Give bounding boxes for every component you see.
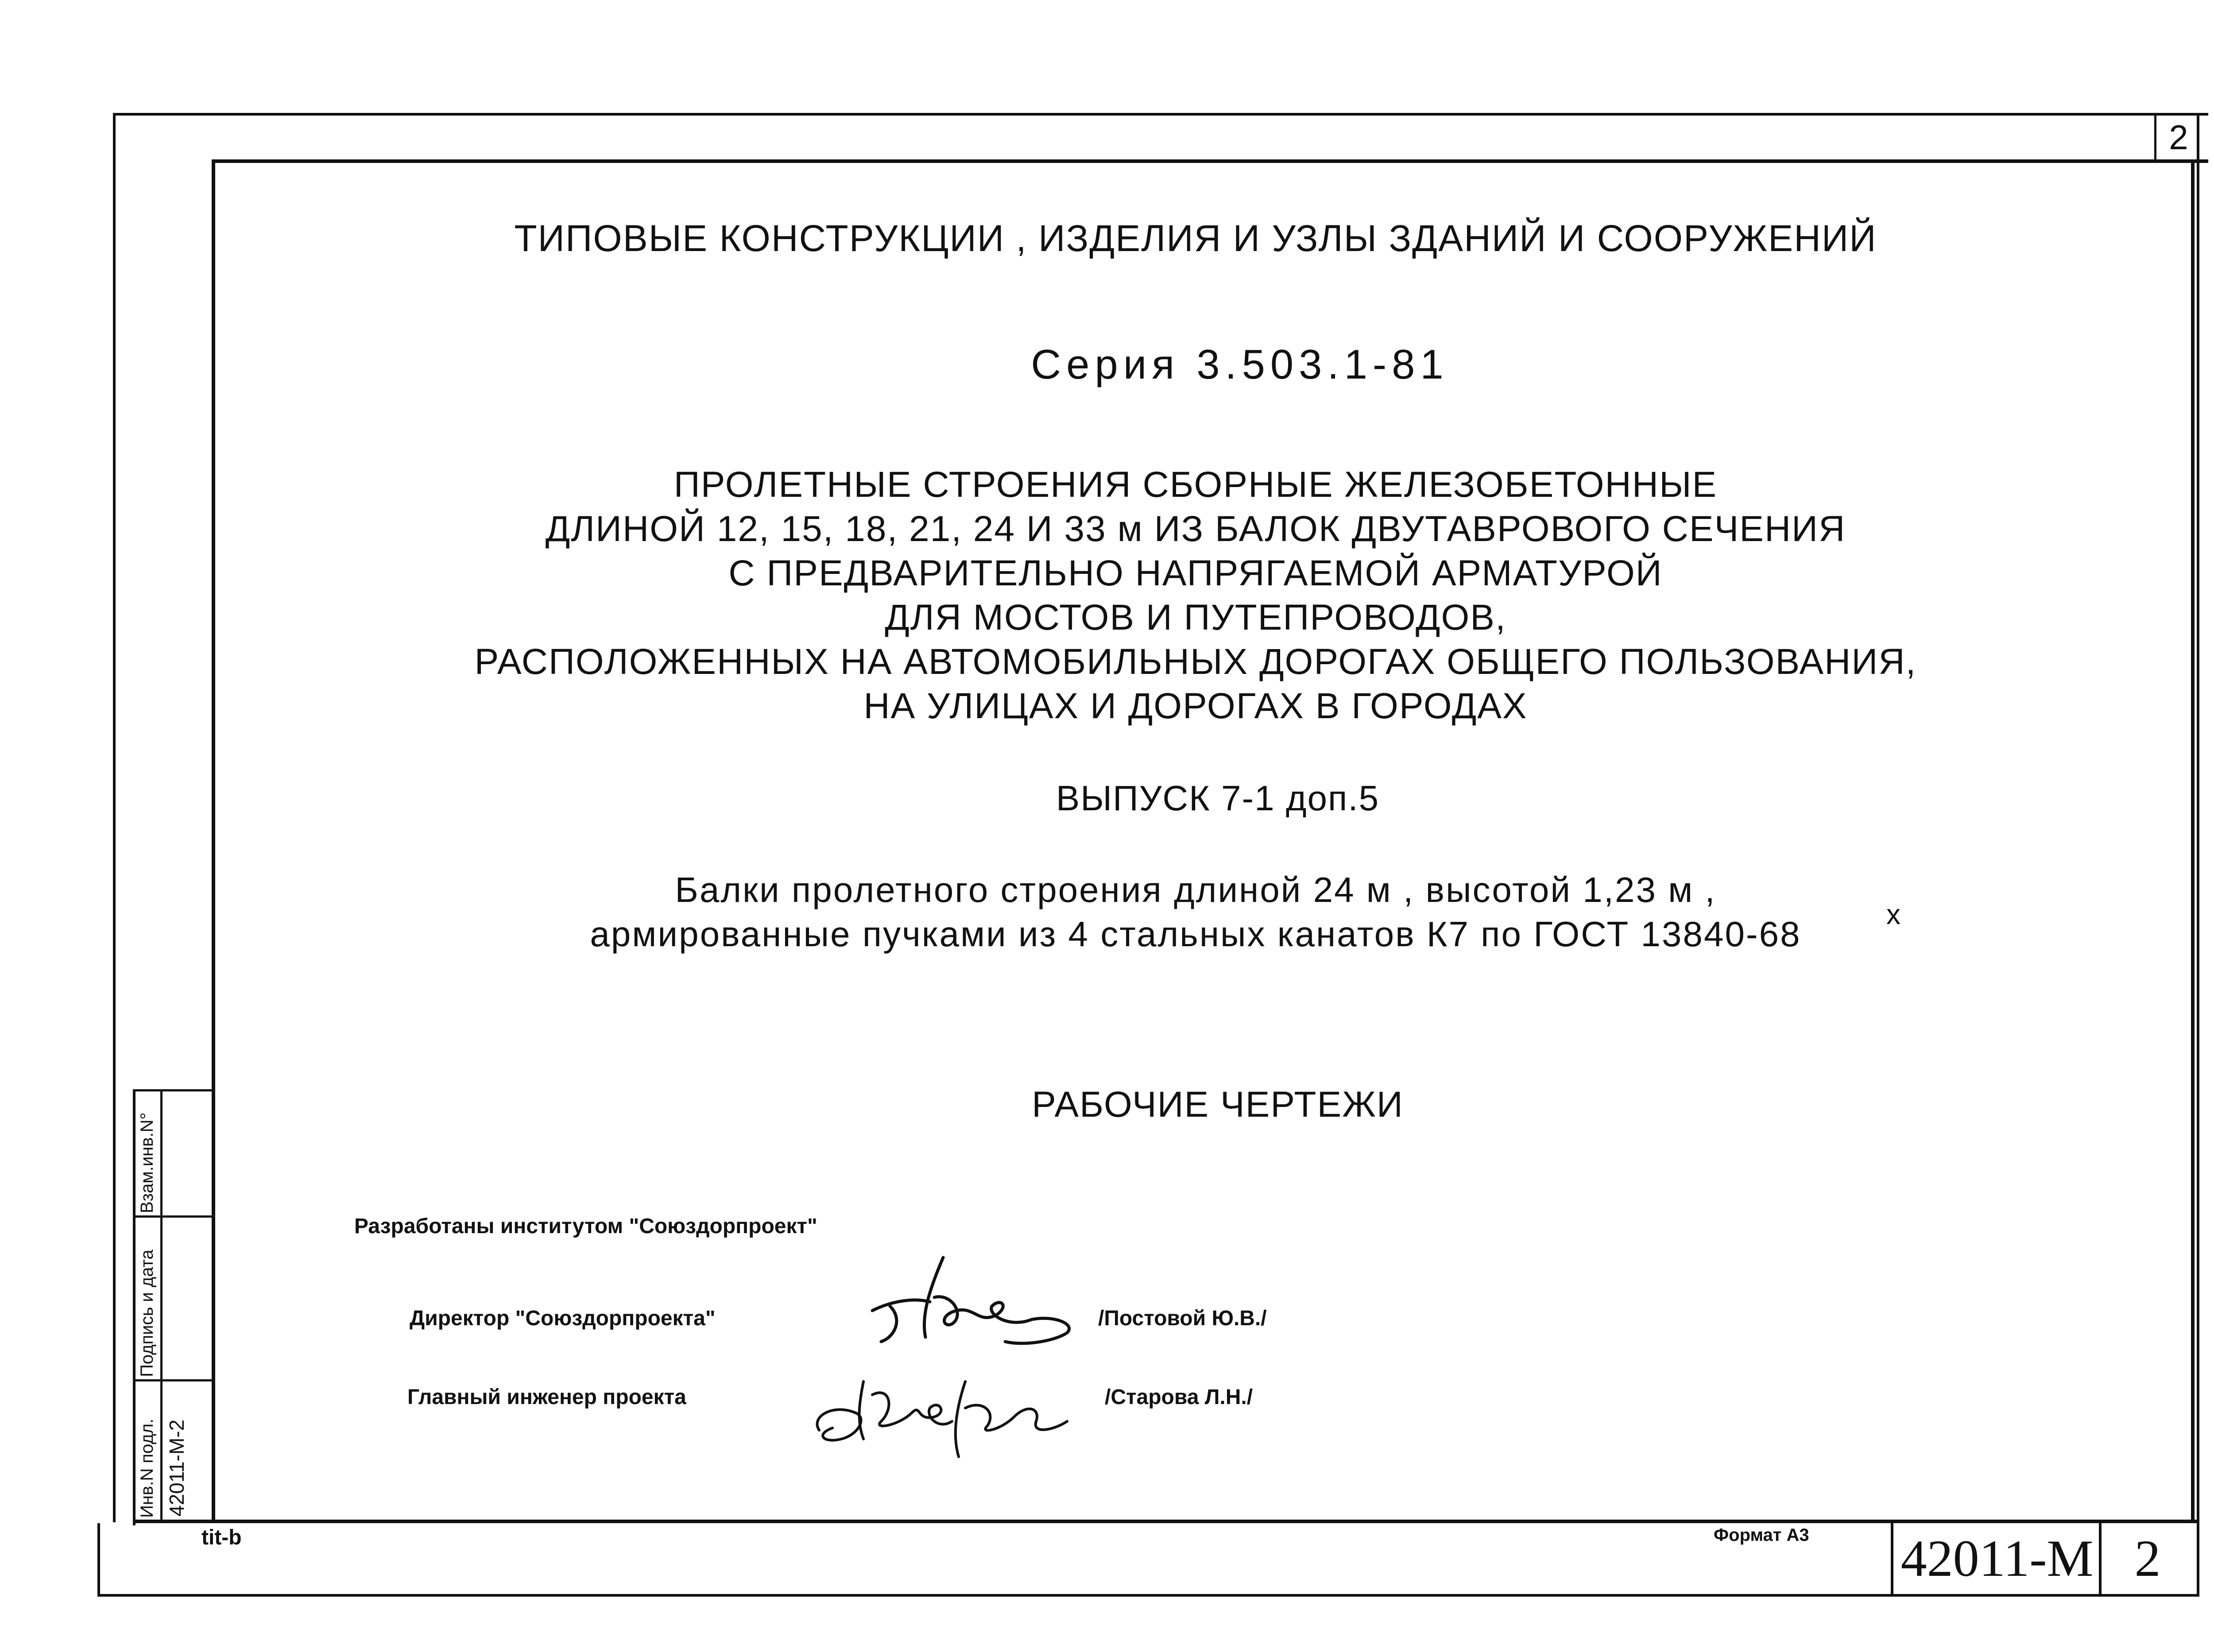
main-title-line-1: ПРОЛЕТНЫЕ СТРОЕНИЯ СБОРНЫЕ ЖЕЛЕЗОБЕТОННЫЕ <box>673 464 1718 505</box>
developer-text: Разработаны институтом "Союздорпроект" <box>354 1215 817 1238</box>
header-title: ТИПОВЫЕ КОНСТРУКЦИИ , ИЗДЕЛИЯ И УЗЛЫ ЗДАНИЙ И СООРУЖЕНИЙ <box>514 217 1877 259</box>
file-label: tit-b <box>201 1526 242 1549</box>
outer-border-right <box>2197 113 2199 1597</box>
main-title <box>443 463 1948 728</box>
outer-border-left-low <box>97 1523 100 1597</box>
chief-engineer-signature <box>806 1355 1080 1470</box>
sheet-box-left <box>2154 113 2156 162</box>
subtitle <box>509 868 1882 956</box>
doc-sheet: 2 <box>2134 1529 2161 1587</box>
series-label: Серия 3.503.1-81 <box>1031 341 1449 387</box>
main-title-line-6: НА УЛИЦАХ И ДОРОГАХ В ГОРОДАХ <box>863 686 1528 726</box>
stamp-sign-label: Подпись и дата <box>137 1250 157 1377</box>
issue-label: ВЫПУСК 7-1 доп.5 <box>1056 778 1380 818</box>
director-role: Директор "Союздорпроекта" <box>410 1307 716 1330</box>
main-title-line-4: ДЛЯ МОСТОВ И ПУТЕПРОВОДОВ, <box>885 597 1506 638</box>
code-box-divider <box>2099 1520 2102 1595</box>
code-box-left <box>1891 1520 1893 1595</box>
director-name: /Постовой Ю.В./ <box>1098 1307 1267 1330</box>
stamp-left-edge <box>133 1089 135 1525</box>
stamp-divider-1 <box>133 1215 213 1218</box>
subtitle-mark: x <box>1886 898 1900 930</box>
chief-engineer-name: /Старова Л.Н./ <box>1105 1385 1253 1409</box>
inner-frame-right <box>2191 159 2195 1523</box>
outer-border-bottom <box>97 1594 2199 1597</box>
outer-border-top <box>113 113 2208 116</box>
outer-border-left <box>113 113 116 1522</box>
stamp-top-edge <box>133 1089 213 1091</box>
format-label: Формат А3 <box>1714 1525 1809 1545</box>
chief-engineer-role: Главный инженер проекта <box>407 1385 686 1409</box>
stamp-inv-label: Инв.N подл. <box>137 1418 157 1518</box>
inner-frame-bottom <box>133 1520 2199 1523</box>
subtitle-line-1: Балки пролетного строения длиной 24 м , высотой 1,23 м , <box>675 870 1716 909</box>
director-signature <box>863 1249 1094 1373</box>
subtitle-line-2: армированные пучками из 4 стальных канатов К7 по ГОСТ 13840-68 <box>590 914 1801 954</box>
stamp-inv-value: 42011-М-2 <box>165 1419 188 1517</box>
inner-frame-left <box>212 159 215 1523</box>
stamp-mid-edge <box>160 1089 163 1523</box>
drawings-label: РАБОЧИЕ ЧЕРТЕЖИ <box>1032 1084 1404 1125</box>
main-title-line-2: ДЛИНОЙ 12, 15, 18, 21, 24 И 33 м ИЗ БАЛОК ДВУТАВРОВОГО СЕЧЕНИЯ <box>545 509 1846 549</box>
inner-frame-top <box>212 159 2208 163</box>
stamp-replace-label: Взам.инв.N° <box>137 1112 157 1213</box>
stamp-divider-2 <box>133 1379 213 1381</box>
main-title-line-3: С ПРЕДВАРИТЕЛЬНО НАПРЯГАЕМОЙ АРМАТУРОЙ <box>728 553 1663 593</box>
doc-code: 42011-М <box>1900 1529 2094 1587</box>
main-title-line-5: РАСПОЛОЖЕННЫХ НА АВТОМОБИЛЬНЫХ ДОРОГАХ ОБЩЕГО ПОЛЬЗОВАНИЯ, <box>474 642 1917 682</box>
sheet-number-top: 2 <box>2169 118 2188 157</box>
